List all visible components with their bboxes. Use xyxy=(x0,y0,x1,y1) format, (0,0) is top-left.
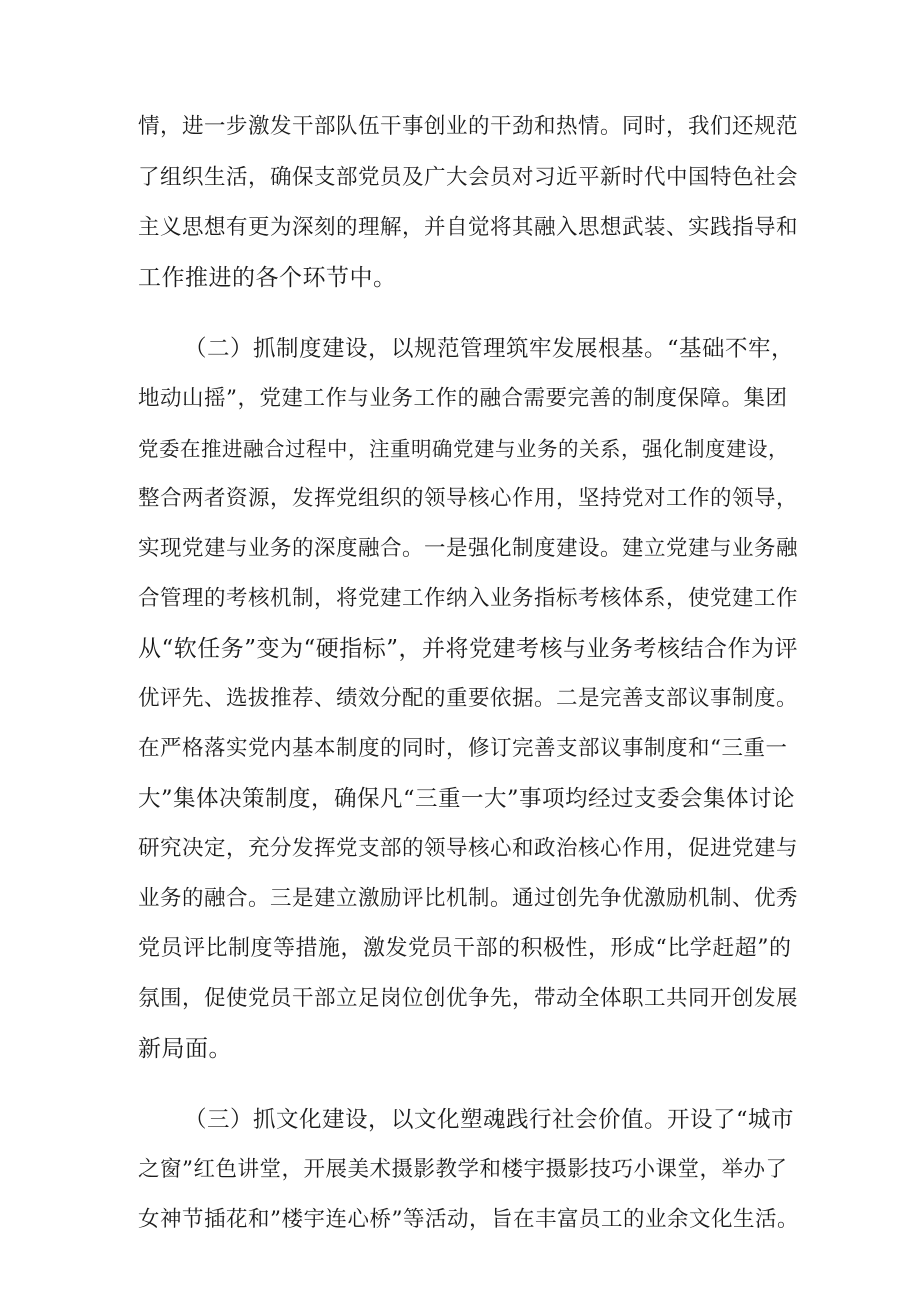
text-line: 了组织生活，确保支部党员及广大会员对习近平新时代中国特色社会 xyxy=(138,165,799,190)
text-line: 情，进一步激发干部队伍干事创业的干劲和热情。同时，我们还规范 xyxy=(138,114,799,139)
text-line: 氛围，促使党员干部立足岗位创优争先，带动全体职工共同开创发展 xyxy=(138,986,799,1011)
text-line: 在严格落实党内基本制度的同时，修订完善支部议事制度和“三重一 xyxy=(138,736,788,761)
text-line: 主义思想有更为深刻的理解，并自觉将其融入思想武装、实践指导和 xyxy=(138,215,799,240)
text-line: 整合两者资源，发挥党组织的领导核心作用，坚持党对工作的领导， xyxy=(138,486,799,511)
text-line: 实现党建与业务的深度融合。一是强化制度建设。建立党建与业务融 xyxy=(138,536,799,561)
text-line: 研究决定，充分发挥党支部的领导核心和政治核心作用，促进党建与 xyxy=(138,836,799,861)
text-line: 大”集体决策制度，确保凡“三重一大”事项均经过支委会集体讨论 xyxy=(138,786,796,812)
text-line: 之窗”红色讲堂，开展美术摄影教学和楼宇摄影技巧小课堂，举办了 xyxy=(138,1157,788,1182)
text-line: 业务的融合。三是建立激励评比机制。通过创先争优激励机制、优秀 xyxy=(138,886,799,911)
text-line: 地动山摇”，党建工作与业务工作的融合需要完善的制度保障。集团 xyxy=(138,386,788,411)
text-line: 从“软任务”变为“硬指标”，并将党建考核与业务考核结合作为评 xyxy=(138,636,799,662)
text-line: 工作推进的各个环节中。 xyxy=(138,265,397,291)
text-line: 党委在推进融合过程中，注重明确党建与业务的关系，强化制度建设， xyxy=(138,437,789,461)
text-line: 女神节插花和”楼宇连心桥”等活动，旨在丰富员工的业余文化生活。 xyxy=(138,1207,799,1232)
text-line: 党员评比制度等措施，激发党员干部的积极性，形成“比学赶超”的 xyxy=(138,936,792,961)
text-line: 合管理的考核机制，将党建工作纳入业务指标考核体系，使党建工作 xyxy=(138,586,799,611)
text-line: 优评先、选拔推荐、绩效分配的重要依据。二是完善支部议事制度。 xyxy=(138,686,799,711)
text-line: （二）抓制度建设，以规范管理筑牢发展根基。“基础不牢， xyxy=(184,336,795,362)
text-line: 新局面。 xyxy=(138,1036,232,1062)
text-line: （三）抓文化建设，以文化塑魂践行社会价值。开设了“城市 xyxy=(184,1107,795,1133)
